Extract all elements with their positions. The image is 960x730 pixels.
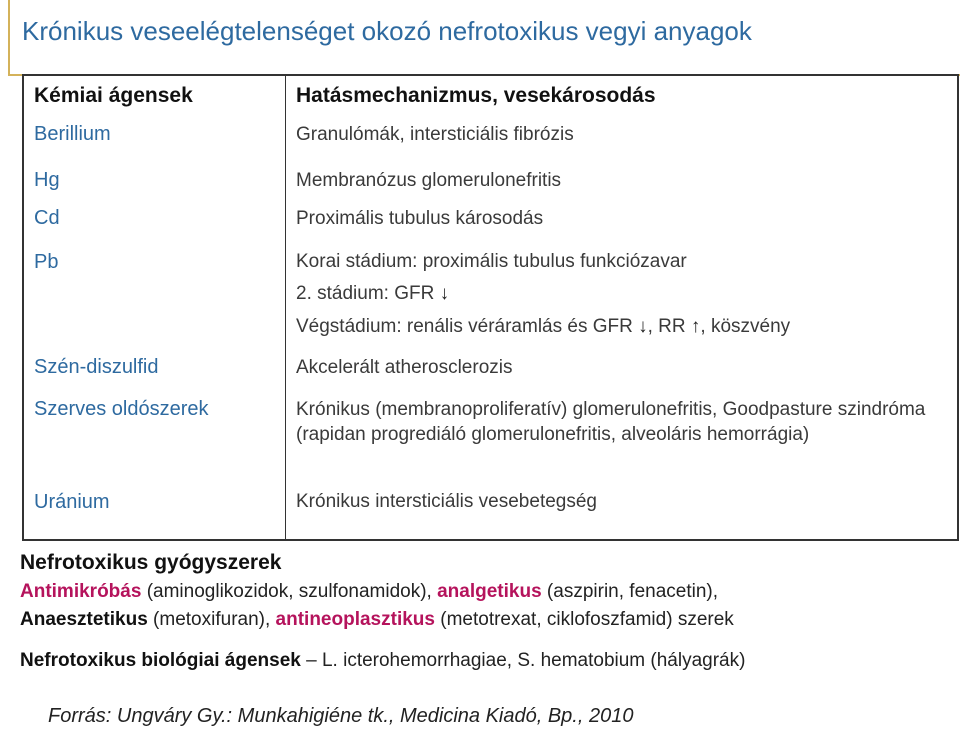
drug-class-analgesic: analgetikus xyxy=(437,581,542,602)
mechanism-szerves-oldoszerek: Krónikus (membranoproliferatív) glomerulonefritis, Goodpasture szindróma (rapidan progrediáló glomerulonefritis, alveoláris hemorrágia) xyxy=(296,399,926,445)
agent-szerves-oldoszerek: Szerves oldószerek xyxy=(34,398,209,420)
drug-text-1a: (aminoglikozidok, szulfonamidok), xyxy=(141,581,438,602)
drug-text-1b: (aszpirin, fenacetin), xyxy=(541,581,719,602)
page-title: Krónikus veseelégtelenséget okozó nefrotoxikus vegyi anyagok xyxy=(22,16,752,46)
mechanism-pb-stage2 xyxy=(296,283,449,305)
source-citation: Forrás: Ungváry Gy.: Munkahigiéne tk., Medicina Kiadó, Bp., 2010 xyxy=(48,705,634,727)
mechanism-pb-early: Korai stádium: proximális tubulus funkciózavar xyxy=(296,251,687,272)
agent-berillium: Berillium xyxy=(34,123,111,145)
arrow-down-icon: ↓ xyxy=(638,316,648,337)
agent-szen-diszulfid: Szén-diszulfid xyxy=(34,356,159,378)
mechanism-hg: Membranózus glomerulonefritis xyxy=(296,170,562,191)
mechanism-pb-end xyxy=(296,316,790,338)
column-divider xyxy=(285,76,286,539)
drug-text-2a: (metoxifuran), xyxy=(147,609,276,630)
drug-class-anaesthetic: Anaesztetikus xyxy=(20,609,148,630)
agent-cd: Cd xyxy=(34,207,60,229)
pb-end-text-b: , RR xyxy=(647,316,686,337)
biological-agents-line xyxy=(20,650,745,672)
agent-uranium: Uránium xyxy=(34,491,110,513)
drug-class-antimicrobial: Antimikróbás xyxy=(20,581,142,602)
header-mechanism: Hatásmechanizmus, vesekárosodás xyxy=(296,84,656,107)
drugs-line-1 xyxy=(20,581,718,603)
mechanism-uranium: Krónikus intersticiális vesebetegség xyxy=(296,491,597,512)
drugs-line-2 xyxy=(20,609,734,631)
pb-stage2-text: 2. stádium: GFR xyxy=(296,283,435,304)
arrow-up-icon: ↑ xyxy=(690,316,701,337)
drugs-heading: Nefrotoxikus gyógyszerek xyxy=(20,551,282,574)
mechanism-szen-diszulfid: Akcelerált atherosclerozis xyxy=(296,357,513,378)
accent-rule-vertical xyxy=(8,0,10,74)
drug-text-2b: (metotrexat, ciklofoszfamid) szerek xyxy=(434,609,734,630)
agent-pb: Pb xyxy=(34,251,59,273)
drug-class-antineoplastic: antineoplasztikus xyxy=(275,609,435,630)
agents-table xyxy=(22,74,959,541)
mechanism-berillium: Granulómák, intersticiális fibrózis xyxy=(296,124,574,145)
agent-hg: Hg xyxy=(34,169,60,191)
header-agents: Kémiai ágensek xyxy=(34,84,193,107)
arrow-down-icon: ↓ xyxy=(439,283,450,304)
biological-agents-label: Nefrotoxikus biológiai ágensek xyxy=(20,650,301,671)
mechanism-cd: Proximális tubulus károsodás xyxy=(296,208,544,229)
pb-end-text-a: Végstádium: renális véráramlás és GFR xyxy=(296,316,633,337)
pb-end-text-c: , köszvény xyxy=(700,316,791,337)
biological-agents-text: – L. icterohemorrhagiae, S. hematobium (hályagrák) xyxy=(300,650,746,671)
